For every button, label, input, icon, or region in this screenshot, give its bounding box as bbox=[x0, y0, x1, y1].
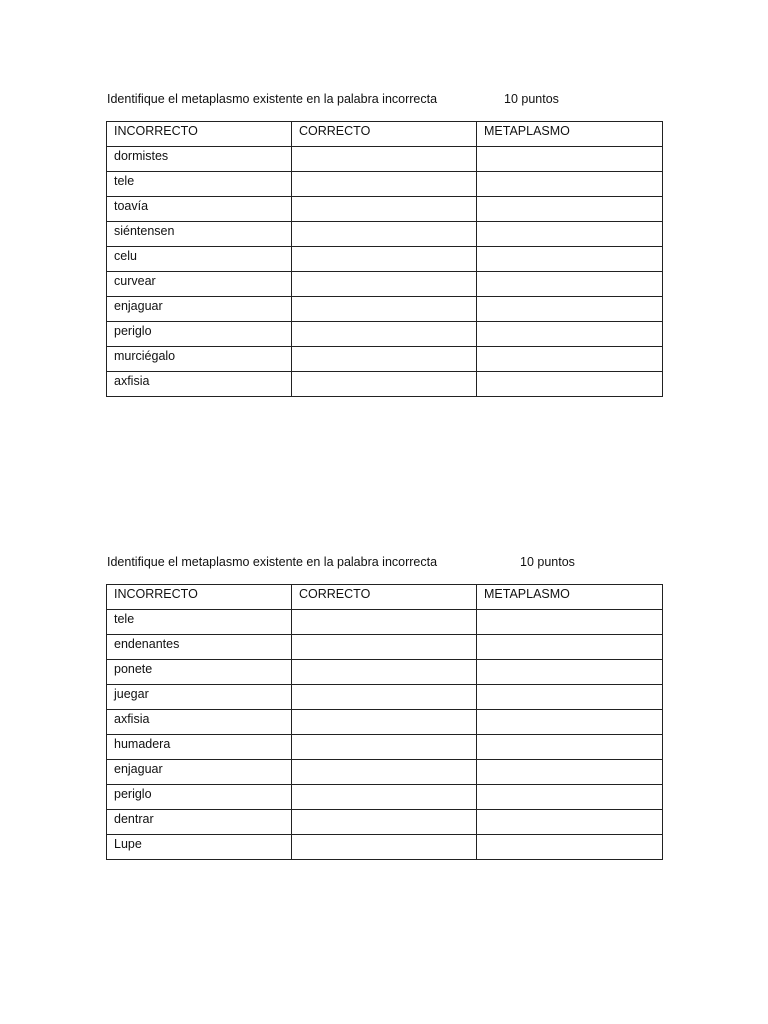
table-row bbox=[107, 197, 663, 222]
exercise-section-1 bbox=[106, 91, 662, 397]
metaplasmo-cell[interactable] bbox=[477, 810, 663, 835]
incorrect-word-cell: endenantes bbox=[107, 635, 292, 660]
incorrect-word-cell: axfisia bbox=[107, 710, 292, 735]
metaplasmo-cell[interactable] bbox=[477, 247, 663, 272]
metaplasmo-cell[interactable] bbox=[477, 685, 663, 710]
correct-word-cell[interactable] bbox=[292, 660, 477, 685]
correct-word-cell[interactable] bbox=[292, 297, 477, 322]
metaplasmo-cell[interactable] bbox=[477, 322, 663, 347]
incorrect-word-cell: axfisia bbox=[107, 372, 292, 397]
incorrect-word-cell: juegar bbox=[107, 685, 292, 710]
incorrect-word-cell: dentrar bbox=[107, 810, 292, 835]
incorrect-word-cell: periglo bbox=[107, 322, 292, 347]
correct-word-cell[interactable] bbox=[292, 760, 477, 785]
correct-word-cell[interactable] bbox=[292, 197, 477, 222]
metaplasmo-cell[interactable] bbox=[477, 610, 663, 635]
correct-word-cell[interactable] bbox=[292, 835, 477, 860]
metaplasmo-cell[interactable] bbox=[477, 710, 663, 735]
correct-word-cell[interactable] bbox=[292, 272, 477, 297]
metaplasmo-cell[interactable] bbox=[477, 147, 663, 172]
incorrect-word-cell: enjaguar bbox=[107, 297, 292, 322]
metaplasmo-cell[interactable] bbox=[477, 635, 663, 660]
incorrect-word-cell: tele bbox=[107, 610, 292, 635]
instruction-row bbox=[106, 91, 662, 121]
table-header-row bbox=[107, 122, 663, 147]
table-row bbox=[107, 660, 663, 685]
table-row bbox=[107, 685, 663, 710]
incorrect-word-cell: toavía bbox=[107, 197, 292, 222]
incorrect-word-cell: periglo bbox=[107, 785, 292, 810]
correct-word-cell[interactable] bbox=[292, 222, 477, 247]
table-row bbox=[107, 610, 663, 635]
table-header-row bbox=[107, 585, 663, 610]
table-row bbox=[107, 760, 663, 785]
instruction-text: Identifique el metaplasmo existente en la palabra incorrecta bbox=[107, 92, 438, 106]
metaplasmo-cell[interactable] bbox=[477, 735, 663, 760]
table-row bbox=[107, 272, 663, 297]
incorrect-word-cell: celu bbox=[107, 247, 292, 272]
correct-word-cell[interactable] bbox=[292, 172, 477, 197]
table-row bbox=[107, 710, 663, 735]
table-row bbox=[107, 810, 663, 835]
correct-word-cell[interactable] bbox=[292, 710, 477, 735]
table-row bbox=[107, 347, 663, 372]
metaplasmo-cell[interactable] bbox=[477, 272, 663, 297]
correct-word-cell[interactable] bbox=[292, 810, 477, 835]
points-label: 10 puntos bbox=[520, 555, 575, 569]
incorrect-word-cell: ponete bbox=[107, 660, 292, 685]
metaplasmo-cell[interactable] bbox=[477, 297, 663, 322]
header-incorrecto: INCORRECTO bbox=[107, 122, 292, 147]
table-row bbox=[107, 147, 663, 172]
exercise-section-2 bbox=[106, 554, 662, 860]
incorrect-word-cell: tele bbox=[107, 172, 292, 197]
metaplasmo-cell[interactable] bbox=[477, 197, 663, 222]
points-label: 10 puntos bbox=[504, 92, 559, 106]
header-correcto: CORRECTO bbox=[292, 122, 477, 147]
header-metaplasmo: METAPLASMO bbox=[477, 122, 663, 147]
table-row bbox=[107, 247, 663, 272]
table-row bbox=[107, 735, 663, 760]
table-row bbox=[107, 835, 663, 860]
correct-word-cell[interactable] bbox=[292, 147, 477, 172]
instruction-row bbox=[106, 554, 662, 584]
incorrect-word-cell: dormistes bbox=[107, 147, 292, 172]
metaplasmo-cell[interactable] bbox=[477, 835, 663, 860]
table-row bbox=[107, 172, 663, 197]
correct-word-cell[interactable] bbox=[292, 347, 477, 372]
correct-word-cell[interactable] bbox=[292, 785, 477, 810]
correct-word-cell[interactable] bbox=[292, 635, 477, 660]
correct-word-cell[interactable] bbox=[292, 247, 477, 272]
metaplasmo-cell[interactable] bbox=[477, 347, 663, 372]
metaplasmo-cell[interactable] bbox=[477, 785, 663, 810]
metaplasmo-cell[interactable] bbox=[477, 372, 663, 397]
metaplasmo-cell[interactable] bbox=[477, 222, 663, 247]
metaplasmo-table bbox=[106, 121, 663, 397]
metaplasmo-table bbox=[106, 584, 663, 860]
incorrect-word-cell: siéntensen bbox=[107, 222, 292, 247]
correct-word-cell[interactable] bbox=[292, 610, 477, 635]
metaplasmo-cell[interactable] bbox=[477, 660, 663, 685]
header-incorrecto: INCORRECTO bbox=[107, 585, 292, 610]
incorrect-word-cell: Lupe bbox=[107, 835, 292, 860]
table-row bbox=[107, 635, 663, 660]
header-correcto: CORRECTO bbox=[292, 585, 477, 610]
table-row bbox=[107, 297, 663, 322]
incorrect-word-cell: humadera bbox=[107, 735, 292, 760]
incorrect-word-cell: enjaguar bbox=[107, 760, 292, 785]
incorrect-word-cell: curvear bbox=[107, 272, 292, 297]
table-row bbox=[107, 222, 663, 247]
correct-word-cell[interactable] bbox=[292, 322, 477, 347]
metaplasmo-cell[interactable] bbox=[477, 760, 663, 785]
table-row bbox=[107, 785, 663, 810]
correct-word-cell[interactable] bbox=[292, 372, 477, 397]
metaplasmo-cell[interactable] bbox=[477, 172, 663, 197]
incorrect-word-cell: murciégalo bbox=[107, 347, 292, 372]
table-row bbox=[107, 322, 663, 347]
correct-word-cell[interactable] bbox=[292, 685, 477, 710]
header-metaplasmo: METAPLASMO bbox=[477, 585, 663, 610]
correct-word-cell[interactable] bbox=[292, 735, 477, 760]
table-row bbox=[107, 372, 663, 397]
instruction-text: Identifique el metaplasmo existente en la palabra incorrecta bbox=[107, 555, 438, 569]
